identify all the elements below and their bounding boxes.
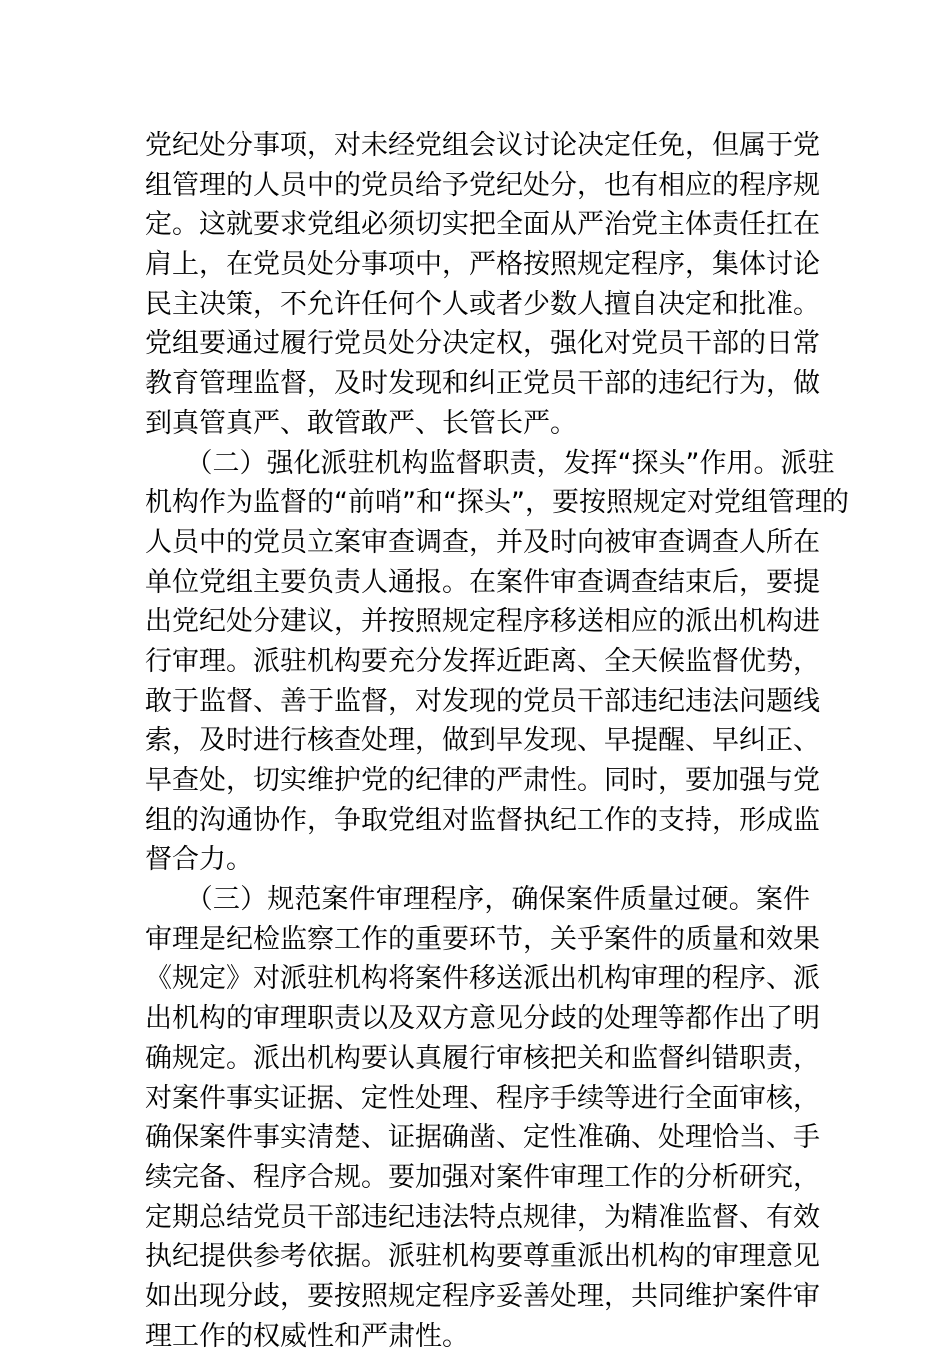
text-line: 出党纪处分建议，并按照规定程序移送相应的派出机构进 xyxy=(145,606,820,638)
text-line: 机构作为监督的“前哨”和“探头”，要按照规定对党组管理的 xyxy=(145,487,849,519)
text-line: 民主决策，不允许任何个人或者少数人擅自决定和批准。 xyxy=(145,288,820,320)
text-line: 督合力。 xyxy=(145,844,253,876)
text-line: 党组要通过履行党员处分决定权，强化对党员干部的日常 xyxy=(145,328,820,360)
text-line: 审理是纪检监察工作的重要环节，关乎案件的质量和效果 xyxy=(145,923,820,955)
text-line: 执纪提供参考依据。派驻机构要尊重派出机构的审理意见 xyxy=(145,1241,820,1273)
text-line: 组的沟通协作，争取党组对监督执纪工作的支持，形成监 xyxy=(145,804,820,836)
text-line: 敢于监督、善于监督，对发现的党员干部违纪违法问题线 xyxy=(145,685,820,717)
text-line: 确规定。派出机构要认真履行审核把关和监督纠错职责， xyxy=(145,1042,820,1074)
body-text xyxy=(145,126,849,1356)
text-line: 肩上，在党员处分事项中，严格按照规定程序，集体讨论 xyxy=(145,249,820,281)
text-line: 索，及时进行核查处理，做到早发现、早提醒、早纠正、 xyxy=(145,725,820,757)
text-line: 组管理的人员中的党员给予党纪处分，也有相应的程序规 xyxy=(145,169,820,201)
text-line: （二）强化派驻机构监督职责，发挥“探头”作用。派驻 xyxy=(145,447,835,479)
text-line: （三）规范案件审理程序，确保案件质量过硬。案件 xyxy=(145,884,810,916)
text-line: 对案件事实证据、定性处理、程序手续等进行全面审核， xyxy=(145,1082,820,1114)
text-line: 定。这就要求党组必须切实把全面从严治党主体责任扛在 xyxy=(145,209,820,241)
text-line: 定期总结党员干部违纪违法特点规律，为精准监督、有效 xyxy=(145,1201,820,1233)
text-line: 到真管真严、敢管敢严、长管长严。 xyxy=(145,407,577,439)
text-line: 续完备、程序合规。要加强对案件审理工作的分析研究， xyxy=(145,1161,820,1193)
text-line: 如出现分歧，要按照规定程序妥善处理，共同维护案件审 xyxy=(145,1280,820,1312)
text-line: 教育管理监督，及时发现和纠正党员干部的违纪行为，做 xyxy=(145,368,820,400)
text-line: 出机构的审理职责以及双方意见分歧的处理等都作出了明 xyxy=(145,1003,820,1035)
text-line: 确保案件事实清楚、证据确凿、定性准确、处理恰当、手 xyxy=(145,1122,820,1154)
text-line: 单位党组主要负责人通报。在案件审查调查结束后，要提 xyxy=(145,566,820,598)
text-line: 《规定》对派驻机构将案件移送派出机构审理的程序、派 xyxy=(145,963,820,995)
text-line: 行审理。派驻机构要充分发挥近距离、全天候监督优势， xyxy=(145,645,820,677)
text-line: 人员中的党员立案审查调查，并及时向被审查调查人所在 xyxy=(145,526,820,558)
text-line: 理工作的权威性和严肃性。 xyxy=(145,1320,469,1352)
text-line: 党纪处分事项，对未经党组会议讨论决定任免，但属于党 xyxy=(145,130,820,161)
text-line: 早查处，切实维护党的纪律的严肃性。同时，要加强与党 xyxy=(145,765,820,796)
